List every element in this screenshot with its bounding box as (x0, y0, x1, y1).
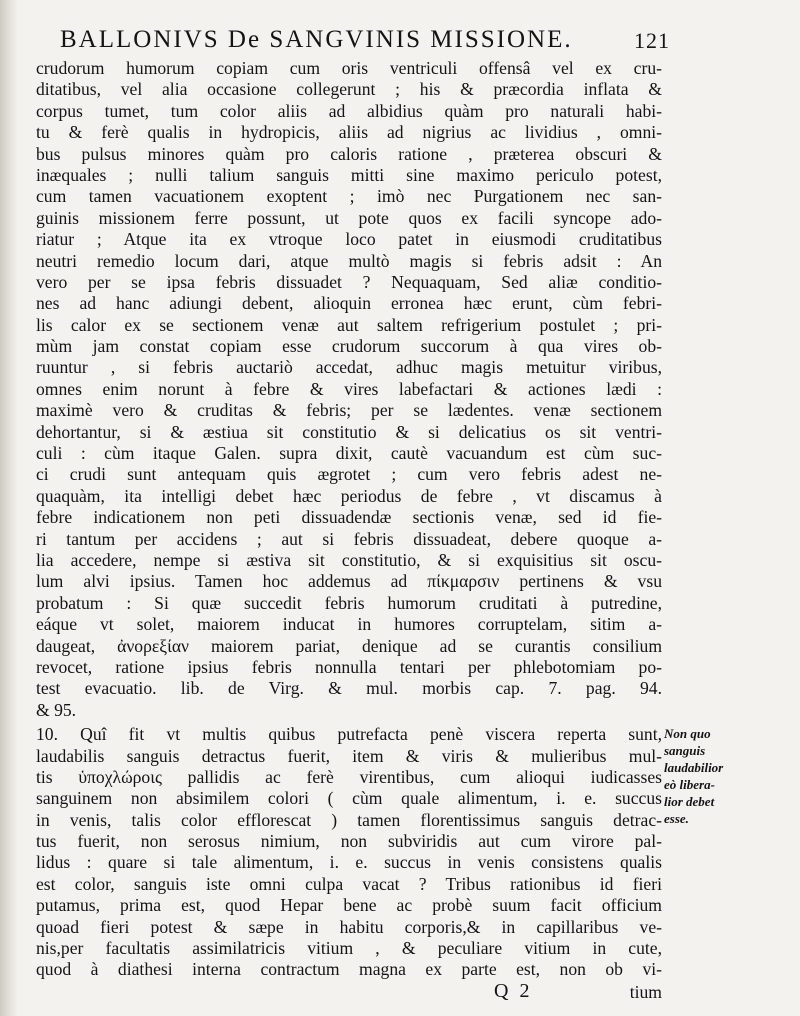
page-header (60, 26, 670, 58)
text-line: tus fuerit, non serosus nimium, non subviridis aut cum virore pal- (36, 831, 662, 852)
text-line: test evacuatio. lib. de Virg. & mul. morbis cap. 7. pag. 94. (36, 678, 662, 699)
text-line: laudabilis sanguis detractus fuerit, item & viris & mulieribus mul- (36, 745, 662, 766)
text-line: ruuntur , si febris auctariò accedat, adhuc magis metuitur viribus, (36, 357, 662, 378)
text-line: riatur ; Atque ita ex vtroque loco patet in eiusmodi cruditatibus (36, 229, 662, 250)
text-line: mùm jam constat copiam esse crudorum succorum à qua vires ob- (36, 336, 662, 357)
text-line: bus pulsus minores quàm pro caloris ratione , præterea obscuri & (36, 143, 662, 164)
text-line: crudorum humorum copiam cum oris ventriculi offensâ vel ex cru- (36, 58, 662, 78)
text-line: quaquàm, ita intelligi debet hæc periodus de febre , vt discamus à (36, 485, 662, 506)
text-line: tu & ferè qualis in hydropicis, aliis ad nigrius ac lividius , omni- (36, 122, 662, 143)
marginal-note-line: sanguis (664, 743, 706, 758)
text-line: culi : cùm itaque Galen. supra dixit, cautè vacuandum est cùm suc- (36, 443, 662, 464)
marginal-note-line: laudabilior (664, 760, 724, 775)
text-line: quod à diathesi interna contractum magna ex parte est, non ob vi- (36, 959, 662, 980)
text-line: 10. Quî fit vt multis quibus putrefacta penè viscera reperta sunt, (36, 724, 662, 745)
text-line: probatum : Si quæ succedit febris humorum cruditati à putredine, (36, 592, 662, 613)
text-line: est color, sanguis iste omni culpa vacat ? Tribus rationibus id fieri (36, 873, 662, 894)
marginal-note-line: Non quo (664, 726, 711, 741)
signature-mark: Q 2 (494, 980, 533, 1002)
text-line: revocet, ratione ipsius febris nonnulla tentari per phlebotomiam po- (36, 656, 662, 677)
text-line: nes ad hanc adiungi debent, alioquin erronea hæc erunt, cùm febri- (36, 293, 662, 314)
page-number: 121 (634, 28, 670, 53)
text-line: lis calor ex se sectionem venæ aut saltem refrigerium postulet ; pri- (36, 314, 662, 335)
running-head: BALLONIVS De SANGVINIS MISSIONE. (60, 26, 573, 53)
text-line: in venis, talis color efflorescat ) tamen florentissimus sanguis detrac- (36, 809, 662, 830)
text-line: neutri remedio locum dari, atque multò magis si febris adsit : An (36, 250, 662, 271)
text-line: & 95. (36, 699, 77, 720)
text-line: ditatibus, vel alia occasione collegerunt ; his & præcordia inflata & (36, 79, 662, 100)
text-line: tis ὑποχλώροις pallidis ac ferè virentibus, cum alioqui iudicasses (36, 766, 662, 787)
text-line: quoad fieri potest & sæpe in habitu corporis,& in capillaribus ve- (36, 916, 662, 937)
text-line: guinis missionem ferre possunt, ut pote quos ex facili syncope ado- (36, 207, 662, 228)
text-line: daugeat, ἀνορεξίαν maiorem pariat, denique ad se curantis consilium (36, 635, 662, 656)
text-line: eáque vt solet, maiorem inducat in humores corruptelam, sitim a- (36, 614, 662, 635)
page-footer (490, 980, 666, 1006)
text-line: febre indicationem non peti dissuadendæ sectionis venæ, sed id fie- (36, 507, 662, 528)
text-line: cum tamen vacuationem exoptent ; imò nec Purgationem nec san- (36, 186, 662, 207)
text-line: ri tantum per accidens ; aut si febris dissuadeat, debere quoque a- (36, 528, 662, 549)
text-line: corpus tumet, tum color aliis ad albidius quàm pro naturali habi- (36, 100, 662, 121)
text-line: lidus : quare si tale alimentum, i. e. succus in venis consistens qualis (36, 852, 662, 873)
text-line: lum alvi ipsius. Tamen hoc addemus ad πίκμαρσιν pertinens & vsu (36, 571, 662, 592)
text-line: putamus, prima est, quod Hepar bene ac probè suum facit officium (36, 895, 662, 916)
catchword: tium (629, 982, 662, 1002)
marginal-note-line: lior debet (664, 794, 715, 809)
marginal-note (664, 725, 764, 827)
text-line: nis,per facultatis assimilatricis vitium , & peculiare vitium in cute, (36, 938, 662, 959)
body-text (36, 58, 662, 981)
marginal-note-line: esse. (664, 811, 689, 826)
text-line: dehortantur, si & æstiua sit constitutio & si delicatius os sit ventri- (36, 421, 662, 442)
marginal-note-line: eò libera- (664, 777, 715, 792)
text-line: omnes enim norunt à febre & vires labefactari & actiones lædi : (36, 378, 662, 399)
text-line: vero per se ipsa febris dissuadet ? Nequaquam, Sed aliæ conditio- (36, 271, 662, 292)
text-line: inæquales ; nulli talium sanguis mitti sine maximo periculo potest, (36, 164, 662, 185)
text-line: maximè vero & cruditas & febris; per se lædentes. venæ sectionem (36, 400, 662, 421)
text-line: ci crudi sunt antequam quis ægrotet ; cum vero febris adest ne- (36, 464, 662, 485)
text-line: sanguinem non absimilem colori ( cùm quale alimentum, i. e. succus (36, 788, 662, 809)
text-line: lia accedere, nempe si æstiva sit constitutio, & si exquisitius sit oscu- (36, 549, 662, 570)
